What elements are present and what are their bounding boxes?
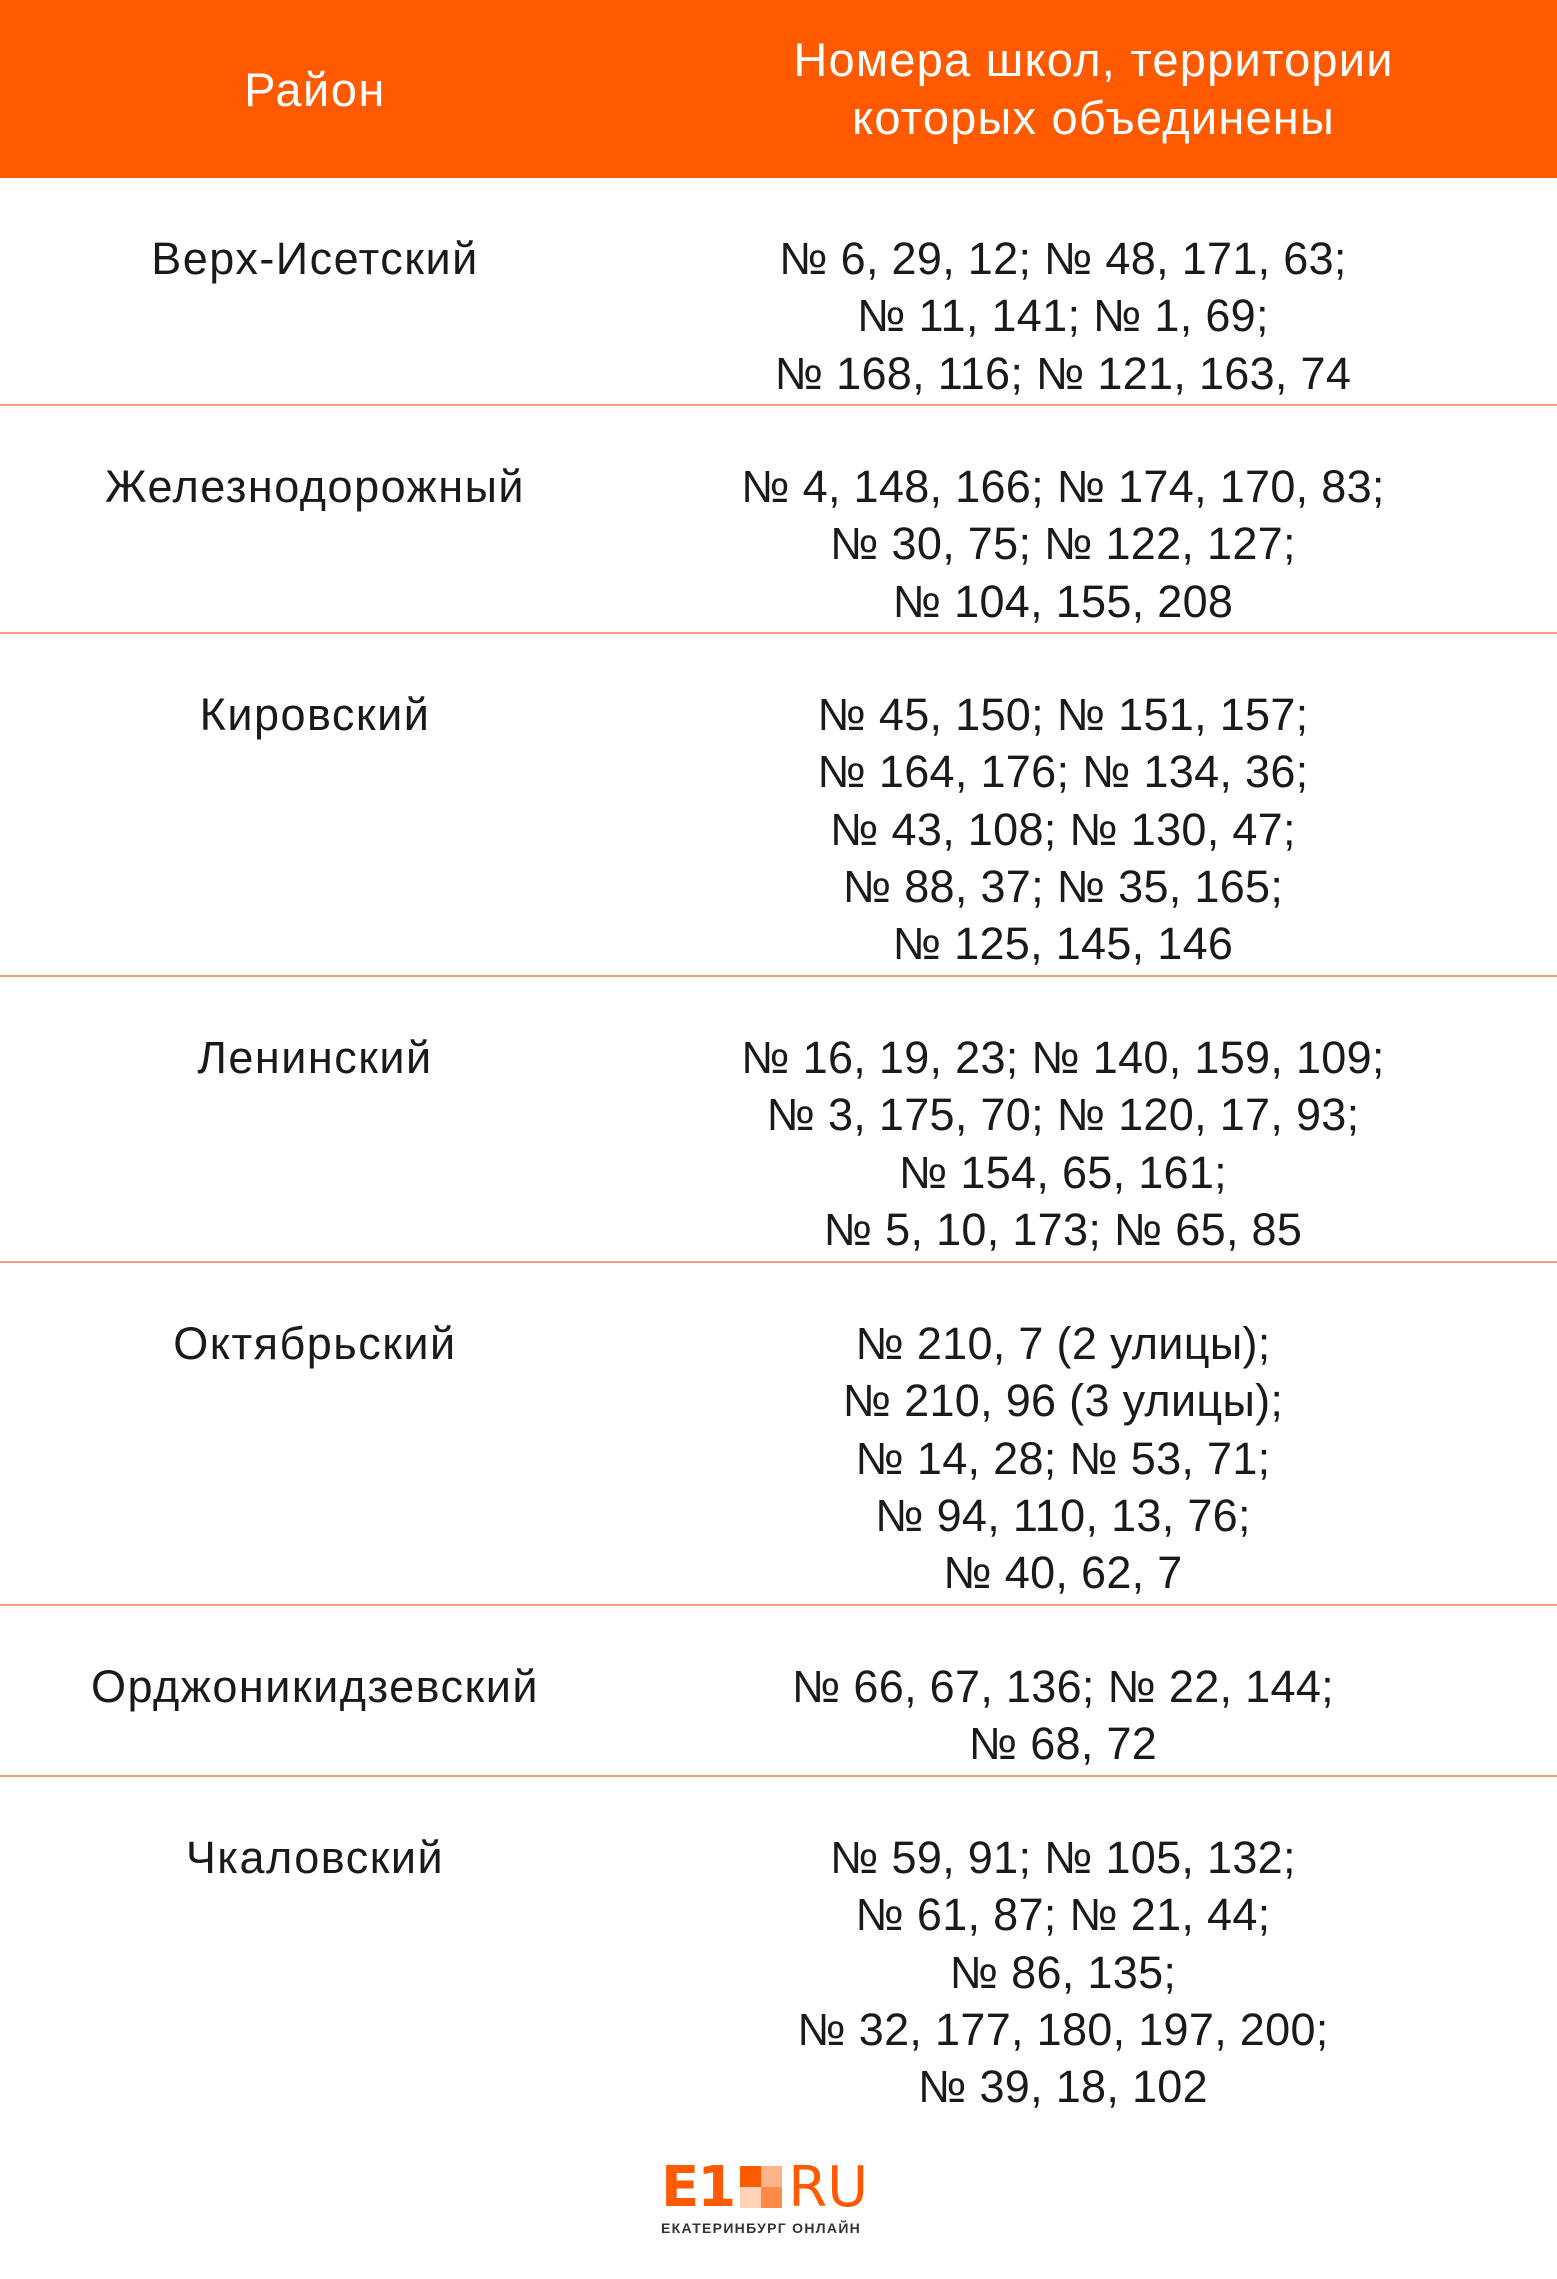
logo-square bbox=[761, 2187, 782, 2208]
logo-suffix: RU bbox=[788, 2155, 869, 2220]
district-name: Орджоникидзевский bbox=[91, 1661, 539, 1712]
e1-logo bbox=[655, 2155, 895, 2240]
table-row bbox=[0, 406, 1557, 634]
school-numbers bbox=[630, 230, 1496, 402]
school-line: № 3, 175, 70; № 120, 17, 93; bbox=[766, 1089, 1360, 1141]
school-numbers bbox=[630, 1315, 1496, 1601]
district-name: Верх-Исетский bbox=[151, 233, 479, 284]
logo-square bbox=[740, 2187, 761, 2208]
school-line: № 4, 148, 166; № 174, 170, 83; bbox=[741, 461, 1385, 512]
logo-square bbox=[740, 2166, 761, 2187]
district-name: Кировский bbox=[199, 689, 431, 740]
school-line: № 11, 141; № 1, 69; bbox=[857, 290, 1269, 342]
school-line: № 68, 72 bbox=[968, 1718, 1158, 1770]
school-numbers bbox=[630, 686, 1496, 972]
school-line: № 30, 75; № 122, 127; bbox=[830, 518, 1296, 570]
district-column-header: Район bbox=[244, 62, 386, 116]
district-name: Железнодорожный bbox=[104, 461, 526, 512]
school-line: № 32, 177, 180, 197, 200; bbox=[797, 2003, 1329, 2055]
table-header bbox=[0, 0, 1557, 178]
school-numbers bbox=[630, 1029, 1496, 1258]
school-line: № 5, 10, 173; № 65, 85 bbox=[823, 1203, 1303, 1255]
school-line: № 210, 96 (3 улицы); bbox=[842, 1375, 1284, 1427]
school-line: № 168, 116; № 121, 163, 74 bbox=[774, 347, 1352, 399]
school-line: № 94, 110, 13, 76; bbox=[875, 1489, 1251, 1541]
school-line: № 40, 62, 7 bbox=[943, 1547, 1183, 1599]
table-row bbox=[0, 1606, 1557, 1777]
school-numbers bbox=[630, 1658, 1496, 1773]
table-row bbox=[0, 178, 1557, 406]
logo-mark bbox=[661, 2155, 869, 2220]
schools-header-line-1: Номера школ, территории bbox=[793, 33, 1394, 86]
table-row bbox=[0, 1777, 1557, 2120]
school-line: № 39, 18, 102 bbox=[918, 2061, 1208, 2113]
school-numbers bbox=[630, 458, 1496, 630]
table-body bbox=[0, 178, 1557, 2120]
logo-squares-icon bbox=[740, 2166, 782, 2208]
school-line: № 43, 108; № 130, 47; bbox=[830, 803, 1296, 855]
school-line: № 14, 28; № 53, 71; bbox=[855, 1432, 1271, 1484]
table-row bbox=[0, 977, 1557, 1263]
logo-square bbox=[761, 2166, 782, 2187]
logo-brand: E1 bbox=[661, 2155, 735, 2220]
school-line: № 45, 150; № 151, 157; bbox=[817, 689, 1309, 740]
school-line: № 61, 87; № 21, 44; bbox=[855, 1889, 1271, 1941]
school-line: № 154, 65, 161; bbox=[898, 1146, 1227, 1198]
school-line: № 88, 37; № 35, 165; bbox=[842, 860, 1284, 912]
school-line: № 6, 29, 12; № 48, 171, 63; bbox=[779, 233, 1347, 284]
school-line: № 125, 145, 146 bbox=[892, 918, 1234, 970]
schools-header-line-2: которых объединены bbox=[852, 91, 1335, 144]
district-name: Ленинский bbox=[197, 1032, 433, 1083]
table-row bbox=[0, 1263, 1557, 1606]
school-line: № 66, 67, 136; № 22, 144; bbox=[792, 1661, 1334, 1712]
district-name: Чкаловский bbox=[185, 1832, 445, 1883]
schools-column-header bbox=[630, 0, 1557, 178]
school-line: № 164, 176; № 134, 36; bbox=[817, 746, 1309, 798]
school-line: № 16, 19, 23; № 140, 159, 109; bbox=[741, 1032, 1385, 1083]
school-line: № 86, 135; bbox=[949, 1946, 1177, 1998]
school-numbers bbox=[630, 1829, 1496, 2115]
school-line: № 59, 91; № 105, 132; bbox=[830, 1832, 1296, 1883]
school-line: № 104, 155, 208 bbox=[892, 575, 1234, 627]
school-line: № 210, 7 (2 улицы); bbox=[855, 1318, 1271, 1369]
logo-tagline: ЕКАТЕРИНБУРГ ОНЛАЙН bbox=[661, 2220, 862, 2236]
table-row bbox=[0, 634, 1557, 977]
district-name: Октябрьский bbox=[173, 1318, 457, 1369]
